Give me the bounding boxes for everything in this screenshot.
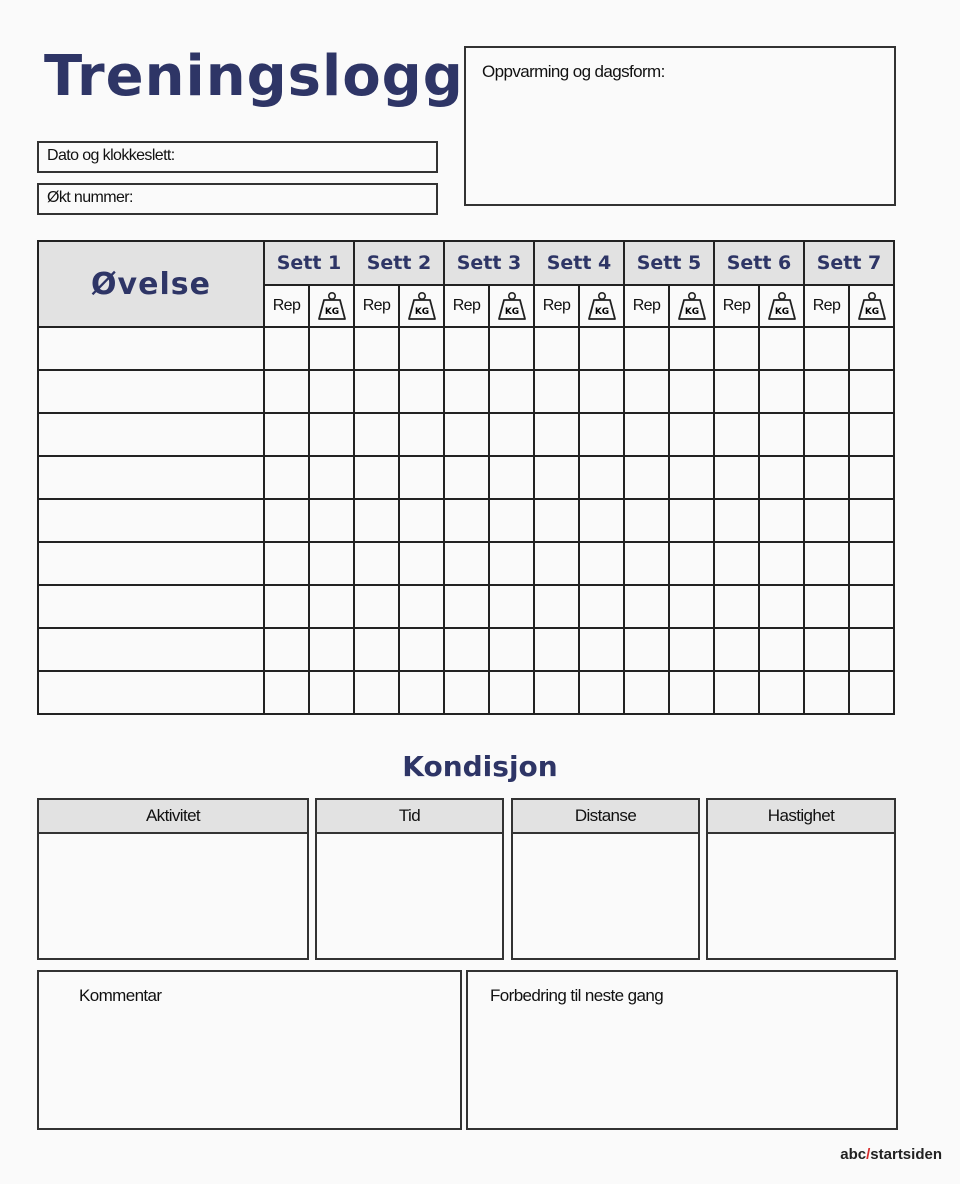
rep-header	[804, 285, 849, 327]
table-row	[38, 628, 894, 671]
weight-cell[interactable]	[399, 413, 444, 456]
table-row	[38, 370, 894, 413]
set-header: Sett 7	[804, 241, 894, 285]
rep-cell[interactable]	[804, 456, 849, 499]
set-header: Sett 4	[534, 241, 624, 285]
cardio-title: Kondisjon	[402, 750, 558, 783]
weight-cell[interactable]	[669, 499, 714, 542]
rep-cell[interactable]	[264, 327, 309, 370]
exercise-cell[interactable]	[38, 413, 264, 456]
rep-cell[interactable]	[624, 413, 669, 456]
weight-cell[interactable]	[669, 671, 714, 714]
weight-header	[399, 285, 444, 327]
rep-cell[interactable]	[804, 327, 849, 370]
weight-header	[849, 285, 894, 327]
rep-cell[interactable]	[264, 456, 309, 499]
weight-cell[interactable]	[669, 327, 714, 370]
rep-cell[interactable]	[264, 628, 309, 671]
rep-cell[interactable]	[804, 628, 849, 671]
exercise-cell[interactable]	[38, 671, 264, 714]
set-header: Sett 3	[444, 241, 534, 285]
set-header: Sett 6	[714, 241, 804, 285]
brand-suffix: startsiden	[870, 1146, 942, 1163]
weight-cell[interactable]	[669, 413, 714, 456]
warmup-box[interactable]	[464, 46, 896, 206]
weight-cell[interactable]	[849, 413, 894, 456]
rep-cell[interactable]	[804, 370, 849, 413]
rep-cell[interactable]	[714, 413, 759, 456]
rep-cell[interactable]	[264, 413, 309, 456]
weight-cell[interactable]	[849, 456, 894, 499]
weight-cell[interactable]	[399, 370, 444, 413]
weight-cell[interactable]	[669, 628, 714, 671]
weight-cell[interactable]	[669, 370, 714, 413]
weight-cell[interactable]	[669, 542, 714, 585]
rep-label: Rep	[272, 297, 301, 314]
weight-cell[interactable]	[399, 542, 444, 585]
weight-cell[interactable]	[309, 413, 354, 456]
table-row	[38, 327, 894, 370]
weight-cell[interactable]	[489, 327, 534, 370]
kg-weight-icon	[766, 291, 798, 321]
set-header: Sett 5	[624, 241, 714, 285]
rep-cell[interactable]	[354, 499, 399, 542]
table-row	[38, 456, 894, 499]
weight-cell[interactable]	[399, 456, 444, 499]
weight-cell[interactable]	[759, 585, 804, 628]
set-header: Sett 1	[264, 241, 354, 285]
table-row	[38, 413, 894, 456]
rep-cell[interactable]	[714, 327, 759, 370]
rep-cell[interactable]	[264, 671, 309, 714]
rep-cell[interactable]	[624, 628, 669, 671]
rep-cell[interactable]	[624, 671, 669, 714]
cardio-speed-box[interactable]	[706, 798, 896, 960]
rep-cell[interactable]	[444, 327, 489, 370]
rep-cell[interactable]	[534, 628, 579, 671]
weight-cell[interactable]	[579, 542, 624, 585]
brand-logo	[840, 1146, 942, 1163]
weight-cell[interactable]	[489, 499, 534, 542]
rep-cell[interactable]	[624, 542, 669, 585]
rep-label: Rep	[452, 297, 481, 314]
weight-cell[interactable]	[399, 327, 444, 370]
rep-cell[interactable]	[804, 413, 849, 456]
rep-cell[interactable]	[444, 585, 489, 628]
exercise-cell[interactable]	[38, 499, 264, 542]
kg-weight-icon	[676, 291, 708, 321]
rep-cell[interactable]	[804, 499, 849, 542]
cardio-distance-header: Distanse	[513, 800, 698, 834]
comment-label: Kommentar	[79, 986, 162, 1005]
weight-cell[interactable]	[489, 671, 534, 714]
rep-cell[interactable]	[444, 671, 489, 714]
rep-label: Rep	[722, 297, 751, 314]
kg-weight-icon	[496, 291, 528, 321]
rep-header	[444, 285, 489, 327]
rep-cell[interactable]	[264, 499, 309, 542]
weight-cell[interactable]	[579, 585, 624, 628]
exercise-cell[interactable]	[38, 628, 264, 671]
exercise-cell[interactable]	[38, 370, 264, 413]
rep-cell[interactable]	[534, 671, 579, 714]
exercise-cell[interactable]	[38, 456, 264, 499]
weight-header	[489, 285, 534, 327]
rep-cell[interactable]	[264, 585, 309, 628]
weight-cell[interactable]	[579, 671, 624, 714]
rep-cell[interactable]	[444, 413, 489, 456]
svg-text:KG: KG	[504, 307, 519, 317]
rep-cell[interactable]	[714, 456, 759, 499]
weight-header	[669, 285, 714, 327]
rep-cell[interactable]	[444, 542, 489, 585]
cardio-time-header: Tid	[317, 800, 502, 834]
exercise-cell[interactable]	[38, 585, 264, 628]
rep-cell[interactable]	[534, 327, 579, 370]
weight-cell[interactable]	[759, 370, 804, 413]
rep-header	[534, 285, 579, 327]
weight-cell[interactable]	[849, 327, 894, 370]
rep-cell[interactable]	[354, 370, 399, 413]
weight-cell[interactable]	[759, 628, 804, 671]
weight-cell[interactable]	[399, 671, 444, 714]
kg-weight-icon	[406, 291, 438, 321]
rep-cell[interactable]	[354, 671, 399, 714]
rep-cell[interactable]	[714, 671, 759, 714]
table-row	[38, 671, 894, 714]
weight-cell[interactable]	[579, 456, 624, 499]
rep-cell[interactable]	[444, 628, 489, 671]
exercise-cell[interactable]	[38, 542, 264, 585]
weight-cell[interactable]	[399, 585, 444, 628]
rep-cell[interactable]	[534, 542, 579, 585]
improvement-box[interactable]	[466, 970, 898, 1130]
rep-cell[interactable]	[354, 327, 399, 370]
weight-cell[interactable]	[489, 628, 534, 671]
rep-cell[interactable]	[804, 671, 849, 714]
rep-cell[interactable]	[534, 499, 579, 542]
rep-cell[interactable]	[714, 370, 759, 413]
weight-cell[interactable]	[489, 456, 534, 499]
rep-cell[interactable]	[624, 585, 669, 628]
weight-header	[759, 285, 804, 327]
brand-slash: /	[866, 1146, 871, 1163]
weight-cell[interactable]	[309, 456, 354, 499]
improvement-label: Forbedring til neste gang	[490, 986, 664, 1005]
rep-header	[624, 285, 669, 327]
weight-cell[interactable]	[489, 542, 534, 585]
set-header: Sett 2	[354, 241, 444, 285]
weight-cell[interactable]	[849, 499, 894, 542]
weight-cell[interactable]	[579, 327, 624, 370]
rep-cell[interactable]	[534, 585, 579, 628]
weight-cell[interactable]	[309, 628, 354, 671]
rep-cell[interactable]	[714, 542, 759, 585]
rep-cell[interactable]	[624, 456, 669, 499]
weight-cell[interactable]	[759, 542, 804, 585]
weight-cell[interactable]	[849, 671, 894, 714]
svg-text:KG: KG	[414, 307, 429, 317]
rep-cell[interactable]	[624, 499, 669, 542]
weight-cell[interactable]	[849, 585, 894, 628]
rep-header	[264, 285, 309, 327]
kg-weight-icon	[586, 291, 618, 321]
rep-cell[interactable]	[624, 327, 669, 370]
cardio-activity-box[interactable]	[37, 798, 309, 960]
weight-cell[interactable]	[759, 499, 804, 542]
svg-text:KG: KG	[684, 307, 699, 317]
weight-cell[interactable]	[309, 585, 354, 628]
weight-cell[interactable]	[489, 370, 534, 413]
weight-cell[interactable]	[759, 456, 804, 499]
weight-cell[interactable]	[399, 628, 444, 671]
weight-cell[interactable]	[579, 499, 624, 542]
table-row	[38, 585, 894, 628]
exercise-cell[interactable]	[38, 327, 264, 370]
weight-cell[interactable]	[759, 671, 804, 714]
rep-label: Rep	[542, 297, 571, 314]
rep-cell[interactable]	[714, 628, 759, 671]
weight-cell[interactable]	[849, 628, 894, 671]
weight-cell[interactable]	[309, 499, 354, 542]
rep-label: Rep	[362, 297, 391, 314]
rep-cell[interactable]	[444, 370, 489, 413]
rep-cell[interactable]	[444, 499, 489, 542]
svg-text:KG: KG	[594, 307, 609, 317]
cardio-distance-box[interactable]	[511, 798, 700, 960]
brand-prefix: abc	[840, 1146, 867, 1163]
rep-cell[interactable]	[804, 585, 849, 628]
cardio-activity-header: Aktivitet	[39, 800, 307, 834]
weight-cell[interactable]	[759, 327, 804, 370]
page-title: Treningslogg	[44, 44, 464, 109]
weight-cell[interactable]	[309, 671, 354, 714]
exercise-log-table	[37, 240, 895, 715]
table-row	[38, 499, 894, 542]
exercise-header: Øvelse	[38, 241, 264, 327]
weight-cell[interactable]	[579, 413, 624, 456]
cardio-time-box[interactable]	[315, 798, 504, 960]
weight-cell[interactable]	[309, 542, 354, 585]
rep-label: Rep	[812, 297, 841, 314]
table-row	[38, 542, 894, 585]
weight-cell[interactable]	[489, 413, 534, 456]
weight-cell[interactable]	[849, 542, 894, 585]
comment-box[interactable]	[37, 970, 462, 1130]
rep-cell[interactable]	[354, 456, 399, 499]
session-number-label: Økt nummer:	[47, 189, 133, 206]
rep-cell[interactable]	[534, 413, 579, 456]
weight-cell[interactable]	[579, 370, 624, 413]
weight-cell[interactable]	[309, 370, 354, 413]
weight-cell[interactable]	[849, 370, 894, 413]
weight-cell[interactable]	[399, 499, 444, 542]
svg-text:KG: KG	[864, 307, 879, 317]
rep-cell[interactable]	[714, 585, 759, 628]
rep-cell[interactable]	[354, 542, 399, 585]
svg-text:KG: KG	[774, 307, 789, 317]
rep-header	[714, 285, 759, 327]
rep-cell[interactable]	[534, 370, 579, 413]
weight-cell[interactable]	[309, 327, 354, 370]
rep-cell[interactable]	[354, 413, 399, 456]
weight-cell[interactable]	[579, 628, 624, 671]
rep-cell[interactable]	[804, 542, 849, 585]
kg-weight-icon	[316, 291, 348, 321]
weight-cell[interactable]	[489, 585, 534, 628]
cardio-speed-header: Hastighet	[708, 800, 894, 834]
weight-cell[interactable]	[669, 585, 714, 628]
rep-cell[interactable]	[444, 456, 489, 499]
weight-header	[579, 285, 624, 327]
rep-cell[interactable]	[714, 499, 759, 542]
warmup-label: Oppvarming og dagsform:	[482, 62, 665, 81]
kg-weight-icon	[856, 291, 888, 321]
rep-cell[interactable]	[624, 370, 669, 413]
rep-cell[interactable]	[264, 542, 309, 585]
session-number-field[interactable]	[37, 183, 438, 215]
svg-text:KG: KG	[324, 307, 339, 317]
rep-cell[interactable]	[264, 370, 309, 413]
rep-cell[interactable]	[534, 456, 579, 499]
weight-header	[309, 285, 354, 327]
weight-cell[interactable]	[669, 456, 714, 499]
date-field-label: Dato og klokkeslett:	[47, 147, 175, 164]
rep-cell[interactable]	[354, 585, 399, 628]
rep-header	[354, 285, 399, 327]
rep-label: Rep	[632, 297, 661, 314]
date-field[interactable]	[37, 141, 438, 173]
weight-cell[interactable]	[759, 413, 804, 456]
rep-cell[interactable]	[354, 628, 399, 671]
